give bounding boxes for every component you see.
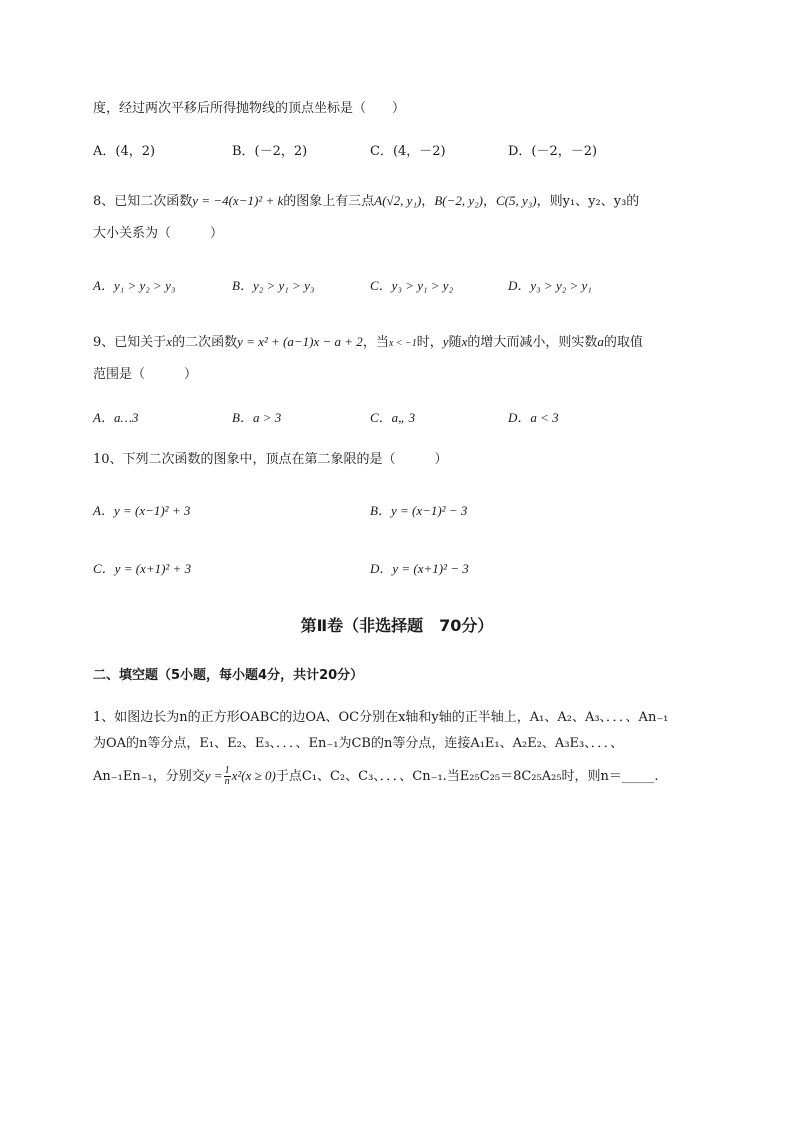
q10-option-a: A．y = (x−1)² + 3 xyxy=(93,503,191,518)
q9-mid4: 随 xyxy=(448,335,462,350)
q8-option-d: D．y₃ > y₂ > y₁ xyxy=(508,278,592,293)
section-title: 第Ⅱ卷（非选择题 70分） xyxy=(300,616,494,635)
q7-stem: 度，经过两次平移后所得抛物线的顶点坐标是（ ） xyxy=(93,101,406,116)
fill1-func-rhs: x²(x ≥ 0) xyxy=(231,768,276,783)
q9-stem-line1 xyxy=(93,333,643,353)
q8-function: y = −4(x−1)² + k xyxy=(192,193,284,208)
q10-stem: 10、下列二次函数的图象中，顶点在第二象限的是（ ） xyxy=(93,452,448,467)
q9-mid5: 的增大而减小，则实数 xyxy=(467,335,598,350)
q10-option-b: B．y = (x−1)² − 3 xyxy=(370,503,468,518)
q9-var-x: x xyxy=(166,334,173,349)
fill1-frac-den: n xyxy=(224,776,230,787)
fill1-line1: 1、如图边长为n的正方形OABC的边OA、OC分别在x轴和y轴的正半轴上，A₁、A₂、A₃、．．．、An₋₁ xyxy=(93,710,669,725)
q9-mid2: ，当 xyxy=(362,335,389,350)
q8-stem-line1: 8、已知二次函数y = −4(x−1)² + k的图象上有三点A(√2, y₁)，B(−2, y₂)，C(5, y₃)，则y₁、y₂、y₃的 xyxy=(93,193,640,209)
q9-var-a: a xyxy=(597,334,604,349)
q8-option-a: A．y₁ > y₂ > y₃ xyxy=(93,278,176,293)
fill1-line3-pre: An₋₁En₋₁，分别交 xyxy=(93,769,205,784)
q9-mid1: 的二次函数 xyxy=(172,335,238,350)
q9-prefix: 9、已知关于 xyxy=(93,335,167,350)
q10-option-c: C．y = (x+1)² + 3 xyxy=(93,561,192,576)
q8-point-a: A(√2, y₁) xyxy=(374,193,422,208)
q9-var-x2: x xyxy=(461,334,468,349)
fill1-line2: 为OA的n等分点，E₁、E₂、E₃、．．．、En₋₁为CB的n等分点，连接A₁E₁、A₂E₂、A₃E₃、．．．、 xyxy=(93,736,624,751)
q8-stem-line2: 大小关系为（ ） xyxy=(93,226,224,241)
q8-point-b: B(−2, y₂) xyxy=(434,193,483,208)
q8-option-b: B．y₂ > y₁ > y₃ xyxy=(232,278,315,293)
q8-option-c: C．y₃ > y₁ > y₂ xyxy=(370,278,454,293)
q9-condition: x < −1 xyxy=(388,338,417,349)
q9-mid3: 时， xyxy=(416,335,443,350)
q8-point-c: C(5, y₃) xyxy=(496,193,537,208)
q7-option-d: D．(－2，－2) xyxy=(508,144,598,159)
fill1-frac-num: 1 xyxy=(224,765,230,776)
q7-option-b: B．(－2，2) xyxy=(232,144,308,159)
q9-stem-line2: 范围是（ ） xyxy=(93,367,198,382)
q9-option-a: A．a…3 xyxy=(93,410,139,425)
fill1-line3 xyxy=(93,766,659,787)
q9-function: y = x² + (a−1)x − a + 2 xyxy=(237,334,363,349)
q8-tail: ，则y₁、y₂、y₃的 xyxy=(536,194,640,209)
q7-option-c: C．(4，－2) xyxy=(370,144,446,159)
q9-tail: 的取值 xyxy=(603,335,643,350)
section-heading: 二、填空题（5小题，每小题4分，共计20分） xyxy=(93,668,364,683)
q8-prefix: 8、已知二次函数 xyxy=(93,194,193,209)
q9-option-c: C．a„ 3 xyxy=(370,410,416,425)
q7-option-a: A．(4，2) xyxy=(93,144,156,159)
fill1-line3-post: 于点C₁、C₂、C₃、．．．、Cn₋₁.当E₂₅C₂₅＝8C₂₅A₂₅时，则n＝_____. xyxy=(275,769,659,784)
q9-option-d: D．a < 3 xyxy=(508,410,559,425)
fill1-func-lhs: y = xyxy=(204,768,223,783)
q8-mid: 的图象上有三点 xyxy=(283,194,375,209)
q9-option-b: B．a > 3 xyxy=(232,410,282,425)
q9-var-y: y xyxy=(442,334,449,349)
fill1-fraction xyxy=(224,766,231,787)
q10-option-d: D．y = (x+1)² − 3 xyxy=(370,561,469,576)
